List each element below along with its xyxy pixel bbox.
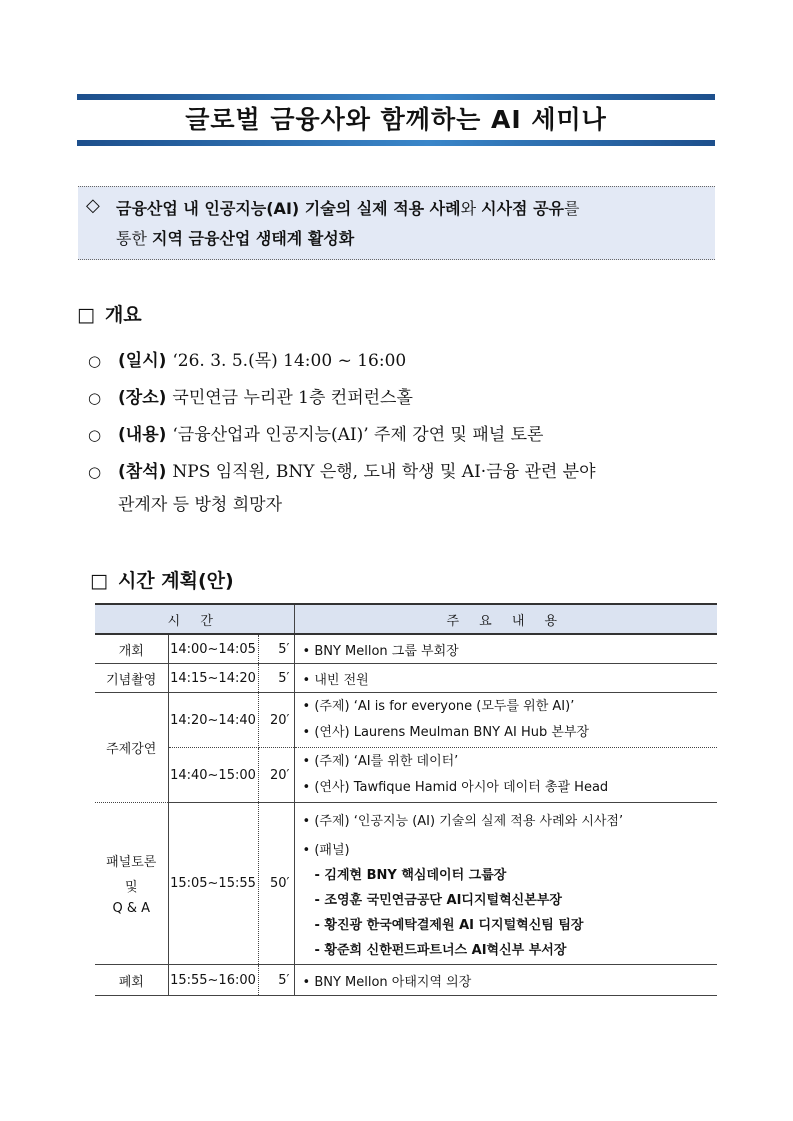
item-text: ‘26. 3. 5.(목) 14:00 ~ 16:00: [172, 351, 407, 371]
content-cell: [294, 803, 717, 965]
duration-cell: 5′: [258, 634, 294, 664]
content-cell: • 내빈 전원: [294, 664, 717, 693]
checkbox-square-icon: □: [77, 304, 95, 326]
content-line: • (주제) ‘AI를 위한 데이터’: [302, 754, 459, 769]
table-row: [95, 634, 717, 664]
summary-text: 를: [564, 199, 580, 218]
session-cell: 주제강연: [95, 693, 168, 803]
item-label: (내용): [118, 425, 167, 445]
item-label: (장소): [118, 388, 167, 408]
table-row: [95, 693, 717, 748]
content-line: • (연사) Laurens Meulman BNY AI Hub 본부장: [302, 725, 590, 740]
schedule-heading-text: 시간 계획(안): [117, 570, 234, 592]
table-header-row: [95, 604, 717, 634]
overview-item-content: [88, 420, 543, 445]
panelist: - 조영훈 국민연금공단 AI디지털혁신본부장: [314, 893, 562, 908]
item-text: 국민연금 누리관 1층 컨퍼런스홀: [172, 388, 413, 408]
diamond-icon: ◇: [86, 195, 100, 216]
circle-bullet-icon: ○: [88, 389, 102, 407]
content-cell: [294, 693, 717, 748]
time-cell: 14:00~14:05: [168, 634, 258, 664]
item-label: (참석): [118, 462, 167, 482]
circle-bullet-icon: ○: [88, 463, 102, 481]
session-cell: 폐회: [95, 965, 168, 996]
summary-text: 와: [460, 199, 482, 218]
summary-box: [78, 186, 715, 260]
page-title: 글로벌 금융사와 함께하는 AI 세미나: [185, 105, 607, 134]
session-cell: [95, 803, 168, 965]
header-content: 주 요 내 용: [294, 604, 717, 634]
table-row: [95, 803, 717, 965]
content-line: • (연사) Tawfique Hamid 아시아 데이터 총괄 Head: [302, 780, 609, 795]
item-text: ‘금융산업과 인공지능(AI)’ 주제 강연 및 패널 토론: [172, 425, 544, 445]
summary-text: 지역 금융산업 생태계 활성화: [152, 229, 355, 248]
overview-item-attendees-cont: 관계자 등 방청 희망자: [118, 495, 283, 515]
item-text: NPS 임직원, BNY 은행, 도내 학생 및 AI·금융 관련 분야: [172, 462, 596, 482]
content-cell: • BNY Mellon 아태지역 의장: [294, 965, 717, 996]
panelist: - 황준희 신한펀드파트너스 AI혁신부 부서장: [314, 943, 567, 958]
summary-text: 시사점 공유: [481, 199, 564, 218]
time-cell: 14:20~14:40: [168, 693, 258, 748]
panelist: - 김계현 BNY 핵심데이터 그룹장: [314, 868, 507, 883]
overview-item-attendees: [88, 457, 596, 482]
panelist: - 황진광 한국예탁결제원 AI 디지털혁신팀 팀장: [314, 918, 584, 933]
duration-cell: 20′: [258, 748, 294, 803]
overview-item-place: [88, 383, 413, 408]
session-line: Q & A: [112, 901, 151, 916]
duration-cell: 5′: [258, 965, 294, 996]
overview-heading-text: 개요: [104, 304, 142, 326]
summary-text: 통한: [116, 229, 152, 248]
session-line: 및: [124, 880, 138, 895]
summary-line-1: [116, 196, 579, 219]
time-cell: 15:05~15:55: [168, 803, 258, 965]
schedule-heading: [90, 566, 234, 593]
content-line: • (패널): [302, 843, 350, 858]
time-cell: 14:40~15:00: [168, 748, 258, 803]
table-row: [95, 748, 717, 803]
content-cell: • BNY Mellon 그룹 부회장: [294, 634, 717, 664]
overview-heading: [77, 300, 142, 327]
session-cell: 기념촬영: [95, 664, 168, 693]
checkbox-square-icon: □: [90, 570, 108, 592]
item-label: (일시): [118, 351, 167, 371]
time-cell: 15:55~16:00: [168, 965, 258, 996]
circle-bullet-icon: ○: [88, 352, 102, 370]
session-cell: 개회: [95, 634, 168, 664]
schedule-table: [95, 603, 717, 996]
table-row: [95, 664, 717, 693]
duration-cell: 50′: [258, 803, 294, 965]
time-cell: 14:15~14:20: [168, 664, 258, 693]
session-line: 패널토론: [106, 855, 157, 870]
duration-cell: 5′: [258, 664, 294, 693]
content-line: • (주제) ‘인공지능 (AI) 기술의 실제 적용 사례와 시사점’: [302, 814, 624, 829]
overview-item-date: [88, 346, 406, 371]
title-bar-bottom: [77, 140, 715, 146]
circle-bullet-icon: ○: [88, 426, 102, 444]
content-cell: [294, 748, 717, 803]
duration-cell: 20′: [258, 693, 294, 748]
header-time: 시 간: [95, 604, 294, 634]
content-line: • (주제) ‘AI is for everyone (모두를 위한 AI)’: [302, 699, 575, 714]
summary-line-2: [116, 226, 354, 249]
table-row: [95, 965, 717, 996]
summary-text: 금융산업 내 인공지능(AI) 기술의 실제 적용 사례: [116, 199, 461, 218]
